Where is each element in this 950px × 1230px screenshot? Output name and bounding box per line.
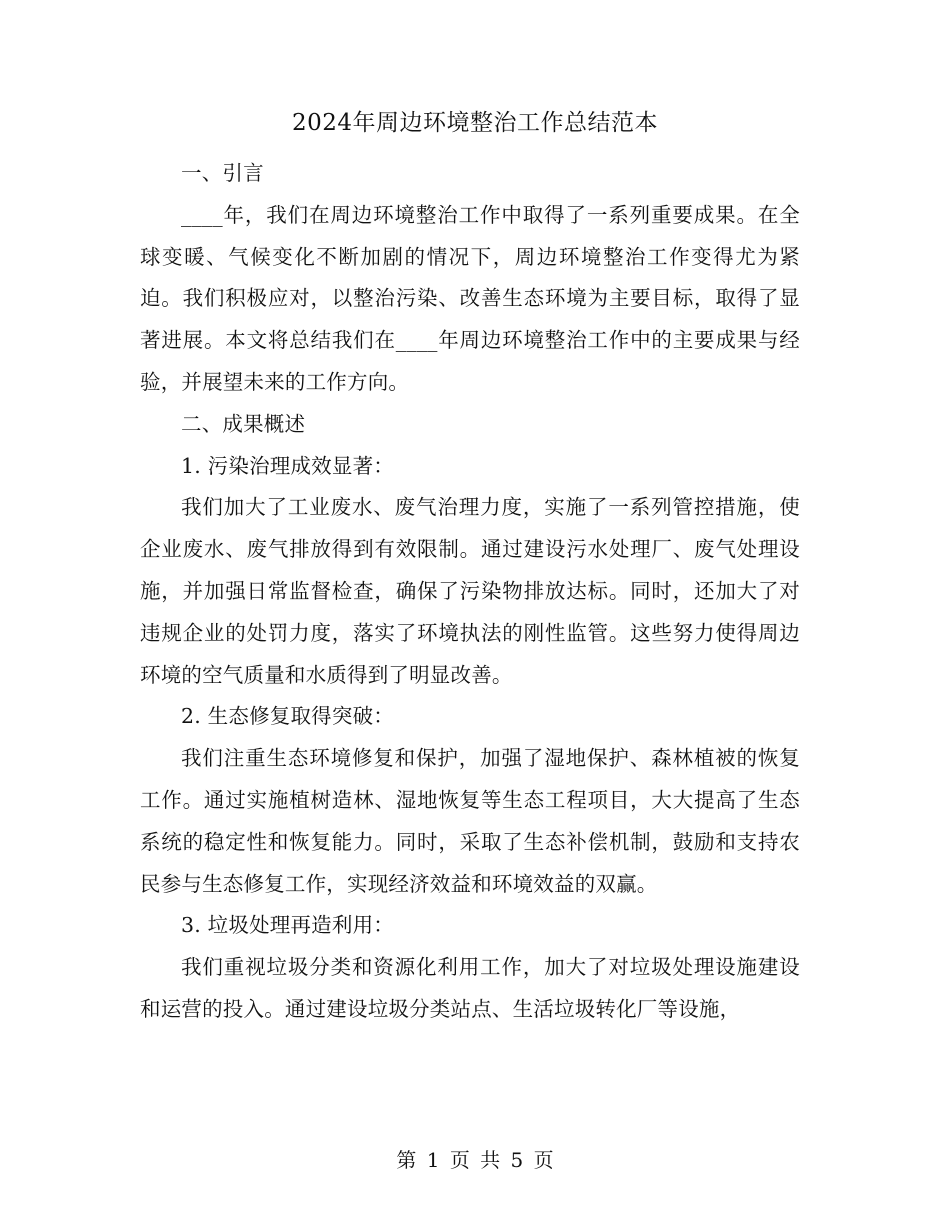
paragraph-ecological-restoration: 我们注重生态环境修复和保护，加强了湿地保护、森林植被的恢复工作。通过实施植树造林、湿地恢复等生态工程项目，大大提高了生态系统的稳定性和恢复能力。同时，采取了生态补偿机制，鼓励和支持农民参与生态修复工作，实现经济效益和环境效益的双赢。 [140, 746, 800, 896]
document-body [140, 153, 800, 1031]
paragraph-waste-recycling: 我们重视垃圾分类和资源化利用工作，加大了对垃圾处理设施建设和运营的投入。通过建设垃圾分类站点、生活垃圾转化厂等设施， [140, 955, 800, 1021]
section-heading-introduction: 一、引言 [181, 161, 264, 185]
subheading-ecological-restoration: 2. 生态修复取得突破： [181, 704, 394, 729]
document-title: 2024年周边环境整治工作总结范本 [291, 110, 659, 136]
paragraph-introduction: ____年，我们在周边环境整治工作中取得了一系列重要成果。在全球变暖、气候变化不断加剧的情况下，周边环境整治工作变得尤为紧迫。我们积极应对，以整治污染、改善生态环境为主要目标，取得了显著进展。本文将总结我们在____年周边环境整治工作中的主要成果与经验，并展望未来的工作方向。 [140, 202, 800, 394]
subheading-pollution-control: 1. 污染治理成效显著： [181, 453, 394, 478]
paragraph-pollution-control: 我们加大了工业废水、废气治理力度，实施了一系列管控措施，使企业废水、废气排放得到有效限制。通过建设污水处理厂、废气处理设施，并加强日常监督检查，确保了污染物排放达标。同时，还加大了对违规企业的处罚力度，落实了环境执法的刚性监管。这些努力使得周边环境的空气质量和水质得到了明显改善。 [140, 495, 800, 687]
page-footer: 第 1 页 共 5 页 [396, 1148, 554, 1172]
section-heading-achievements: 二、成果概述 [181, 411, 306, 436]
subheading-waste-recycling: 3. 垃圾处理再造利用： [181, 913, 394, 938]
